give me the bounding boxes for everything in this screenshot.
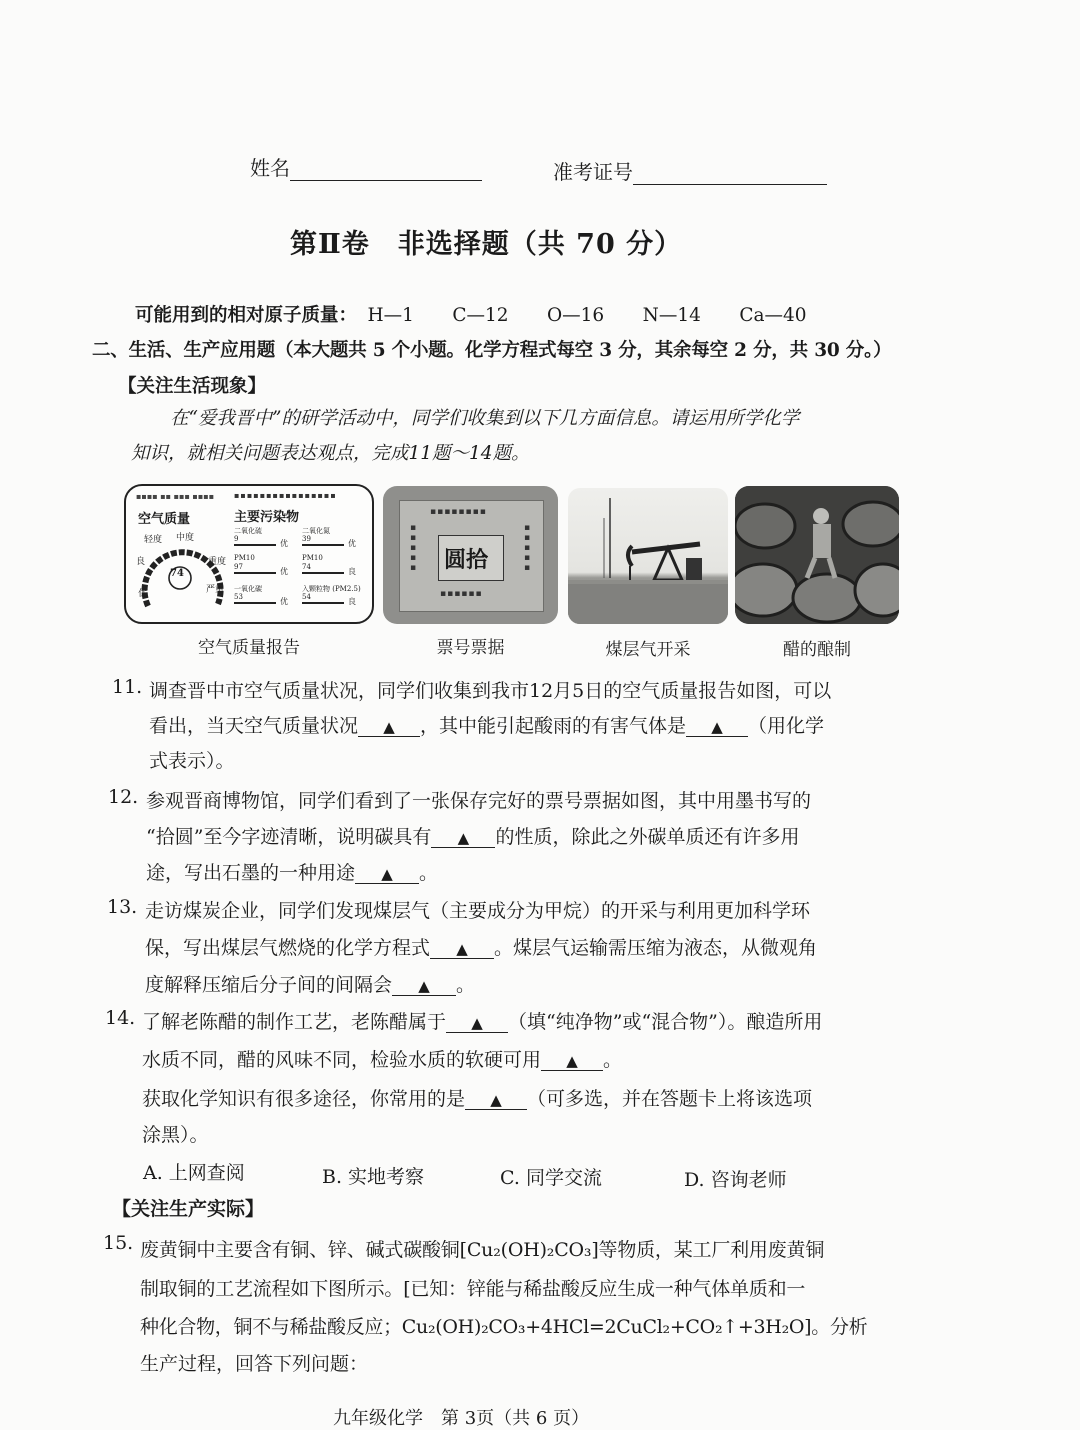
report-header-text: ▪▪▪▪ ▪▪ ▪▪▪ ▪▪▪▪: [136, 492, 215, 501]
exam-no-label: 准考证号: [553, 160, 633, 184]
ticket-top-print: ▪▪▪▪▪▪▪▪: [430, 507, 487, 517]
focus-production-heading: 【关注生产实际】: [112, 1198, 265, 1220]
ticket-left-print: ▪▪▪▪▪: [408, 523, 418, 573]
focus-life-heading: 【关注生活现象】: [118, 376, 267, 397]
ticket-photo: [383, 486, 558, 624]
pollutant-name: PM10: [234, 554, 255, 562]
q14-text: 。: [603, 1049, 623, 1071]
question-11-line-3: 式表示）。: [149, 750, 235, 772]
answer-blank: ▲: [430, 940, 494, 959]
pollutant-name: 二氧化硫: [234, 527, 262, 535]
pollutant-level: 优: [280, 567, 288, 576]
ticket-bottom-print: ▪▪▪▪▪▪: [440, 589, 483, 599]
pollutant-value: 74: [302, 563, 311, 571]
pollutant-value: 9: [234, 535, 239, 543]
gauge-label-heavy: 重度: [208, 557, 227, 567]
question-12-line-1: 参观晋商博物馆，同学们看到了一张保存完好的票号票据如图，其中用墨书写的: [146, 790, 812, 812]
answer-blank: ▲: [446, 1014, 508, 1033]
question-13-line-3: [145, 970, 475, 997]
pollutant-bar: [234, 572, 276, 574]
question-14-line-3: [142, 1084, 812, 1111]
ticket-caption: 票号票据: [436, 638, 505, 658]
question-15-number: 15.: [103, 1232, 134, 1254]
name-label: 姓名: [250, 156, 290, 180]
aqi-value: 74: [170, 568, 184, 579]
pollutant-value: 39: [302, 535, 311, 543]
pollutant-value: 53: [234, 593, 243, 601]
pollutant-level: 良: [348, 567, 356, 576]
mass-c: C—12: [452, 305, 509, 326]
vinegar-caption: 醋的酿制: [783, 640, 851, 660]
pollutant-name: 入颗粒物 (PM2.5): [302, 585, 361, 593]
pollutant-level: 优: [348, 539, 356, 548]
pollutant-level: 良: [348, 597, 356, 606]
gauge-label-moderate: 中度: [176, 533, 195, 543]
question-13-number: 13.: [107, 896, 138, 918]
section-title: 第Ⅱ卷 非选择题（共 70 分）: [290, 229, 683, 260]
air-report-caption: 空气质量报告: [198, 638, 300, 658]
q14-text: （可多选，并在答题卡上将该选项: [527, 1088, 813, 1110]
question-12-number: 12.: [108, 786, 139, 808]
q12-text: 。: [419, 862, 439, 884]
q11-text: （用化学: [748, 715, 825, 737]
question-11-line-2: [149, 711, 824, 738]
q14-text: 水质不同，醋的风味不同，检验水质的软硬可用: [142, 1049, 542, 1071]
report-header-ticks: ▪▪▪▪▪▪▪▪▪▪▪▪▪▪▪▪: [234, 491, 337, 500]
option-d: D. 咨询老师: [684, 1169, 787, 1191]
question-11-line-1: 调查晋中市空气质量状况，同学们收集到我市12月5日的空气质量报告如图，可以: [149, 680, 832, 702]
question-15-line-3: 种化合物，铜不与稀盐酸反应；Cu₂(OH)₂CO₃+4HCl=2CuCl₂+CO₂↑+3H₂O]。分析: [140, 1316, 868, 1338]
pollutant-bar: [302, 572, 344, 574]
coalbed-gas-photo: [568, 488, 728, 624]
atomic-masses-label: 可能用到的相对原子质量：: [135, 305, 358, 326]
ticket-right-print: ▪▪▪▪▪: [522, 523, 532, 573]
gauge-label-excellent: 优: [138, 589, 148, 599]
ticket-paper: [399, 500, 544, 612]
q11-text: 看出，当天空气质量状况: [149, 715, 359, 737]
q13-text: 度解释压缩后分子间的间隔会: [145, 974, 393, 996]
exam-no-blank: [633, 162, 827, 185]
pollutant-level: 优: [280, 597, 288, 606]
question-14-line-4: 涂黑）。: [142, 1124, 209, 1146]
pollutant-name: 二氧化氮: [302, 527, 330, 535]
pollutant-name: 一氧化碳: [234, 585, 262, 593]
q12-text: “拾圆”至今字迹清晰，说明碳具有: [146, 826, 432, 848]
vinegar-photo: [735, 486, 899, 624]
answer-blank: ▲: [686, 718, 748, 737]
question-14-line-1: [142, 1007, 822, 1034]
q12-text: 的性质，除此之外碳单质还有许多用: [495, 826, 800, 848]
question-12-line-3: [146, 858, 438, 885]
pollutants-title: 主要污染物: [234, 510, 300, 525]
mass-o: O—16: [546, 305, 605, 326]
pollutant-level: 优: [280, 539, 288, 548]
question-14-number: 14.: [105, 1007, 136, 1029]
question-13-line-1: 走访煤炭企业，同学们发现煤层气（主要成分为甲烷）的开采与利用更加科学环: [145, 900, 811, 922]
question-14-line-2: [142, 1045, 622, 1072]
pollutant-bar: [234, 602, 276, 604]
pollutant-bar: [302, 602, 344, 604]
question-13-line-2: [145, 933, 817, 960]
air-quality-report-figure: [124, 484, 374, 624]
mass-h: H—1: [367, 305, 414, 326]
answer-blank: ▲: [355, 865, 419, 884]
part2-heading: 二、生活、生产应用题（本大题共 5 个小题。化学方程式每空 3 分，其余每空 2 分，共 30 分。）: [92, 340, 892, 361]
name-blank: [290, 158, 482, 181]
question-11-number: 11.: [112, 676, 143, 698]
q12-text: 途，写出石墨的一种用途: [146, 862, 356, 884]
option-b: B. 实地考察: [322, 1166, 425, 1188]
q11-text: ，其中能引起酸雨的有害气体是: [420, 715, 687, 737]
pollutant-bar: [302, 544, 344, 546]
ticket-center-text: 圆拾: [444, 547, 489, 573]
answer-blank: ▲: [541, 1052, 603, 1071]
option-c: C. 同学交流: [500, 1167, 602, 1189]
page-footer: 九年级化学 第 3页（共 6 页）: [333, 1408, 590, 1429]
question-15-line-2: 制取铜的工艺流程如下图所示。[已知：锌能与稀盐酸反应生成一种气体单质和一: [140, 1278, 806, 1300]
mass-ca: Ca—40: [739, 305, 807, 326]
answer-blank: ▲: [465, 1091, 527, 1110]
answer-blank: ▲: [358, 718, 420, 737]
question-15-line-1: 废黄铜中主要含有铜、锌、碱式碳酸铜[Cu₂(OH)₂CO₃]等物质，某工厂利用废黄铜: [140, 1239, 825, 1261]
focus-life-intro-2: 知识，就相关问题表达观点，完成11题～14题。: [131, 443, 530, 464]
q14-text: 获取化学知识有很多途径，你常用的是: [142, 1088, 466, 1110]
air-quality-title: 空气质量: [138, 512, 191, 527]
exam-no-label-row: [553, 156, 827, 185]
name-label-row: [250, 152, 482, 181]
coalbed-caption: 煤层气开采: [605, 640, 691, 660]
focus-life-intro-1: 在“爱我晋中”的研学活动中，同学们收集到以下几方面信息。请运用所学化学: [170, 408, 800, 429]
question-12-line-2: [146, 822, 799, 849]
pollutant-bar: [234, 544, 276, 546]
option-a: A. 上网查阅: [143, 1162, 245, 1184]
answer-blank: ▲: [392, 977, 456, 996]
q13-text: 保，写出煤层气燃烧的化学方程式: [145, 937, 431, 959]
pollutant-value: 54: [302, 593, 311, 601]
gauge-label-good: 良: [136, 557, 146, 567]
q14-text: （填“纯净物”或“混合物”）。酿造所用: [508, 1011, 823, 1033]
answer-blank: ▲: [431, 829, 495, 848]
mass-n: N—14: [642, 305, 701, 326]
atomic-masses-row: [135, 301, 807, 327]
gauge-label-severe: 严重: [206, 585, 225, 595]
q13-text: 。: [456, 974, 476, 996]
pumpjack-icon: [568, 488, 728, 624]
vinegar-vats-icon: [735, 486, 899, 624]
gauge-label-light: 轻度: [144, 535, 163, 545]
question-15-line-4: 生产过程，回答下列问题：: [140, 1353, 369, 1375]
q14-text: 了解老陈醋的制作工艺，老陈醋属于: [142, 1011, 447, 1033]
pollutant-name: PM10: [302, 554, 323, 562]
q13-text: 。煤层气运输需压缩为液态，从微观角: [494, 937, 818, 959]
pollutant-value: 97: [234, 563, 243, 571]
